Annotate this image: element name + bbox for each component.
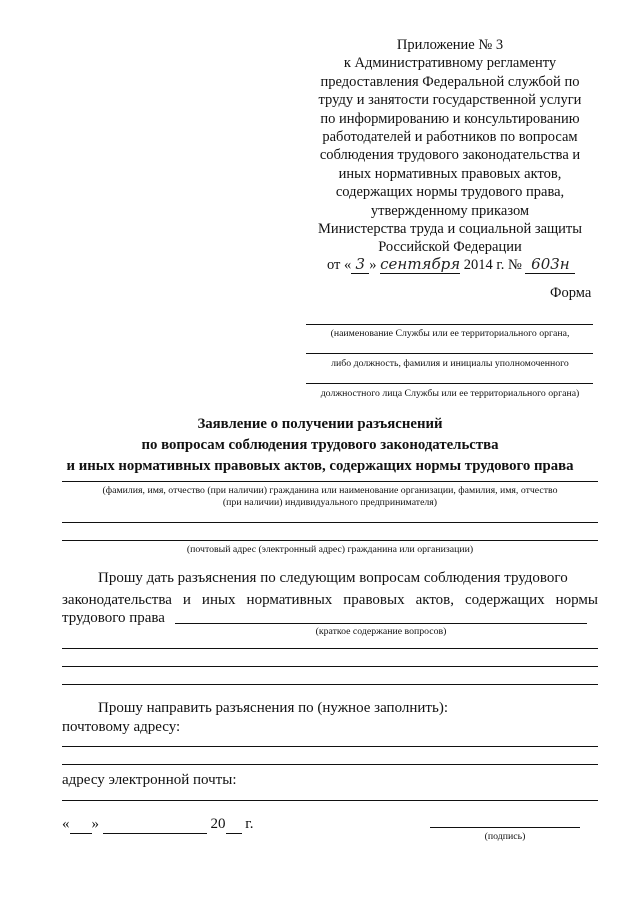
addressee-caption-2: либо должность, фамилия и инициалы уполномоченного xyxy=(331,358,569,369)
appendix-line: Приложение № 3 xyxy=(396,37,504,53)
appendix-line: работодателей и работников по вопросам xyxy=(322,129,578,146)
year-suffix: г. xyxy=(245,816,254,832)
order-number: 603н xyxy=(525,255,575,274)
applicant-name-line xyxy=(62,481,598,482)
applicant-address-caption: (почтовый адрес (электронный адрес) гражданина или организации) xyxy=(186,544,474,555)
applicant-caption-1: (фамилия, имя, отчество (при наличии) гражданина или наименование организации, фамилия, имя, отчество xyxy=(102,485,558,496)
year-blank xyxy=(226,816,242,834)
month-blank xyxy=(103,816,207,834)
request-line-3: трудового права xyxy=(62,610,165,626)
addressee-line-1 xyxy=(306,324,593,325)
postal-label: почтовому адресу: xyxy=(62,719,181,735)
applicant-caption-2: (при наличии) индивидуального предпринимателя) xyxy=(222,497,438,508)
date-mid: » xyxy=(369,257,377,273)
date-month: сентября xyxy=(380,255,461,273)
request-subject-line xyxy=(175,623,587,624)
order-date-line xyxy=(327,255,575,274)
request-line-blank-1 xyxy=(62,648,598,649)
appendix-line: по информированию и консультированию xyxy=(320,110,580,127)
request-line-blank-3 xyxy=(62,684,598,685)
footer-date xyxy=(62,816,253,834)
appendix-line: соблюдения трудового законодательства и xyxy=(319,147,581,164)
request-line-1: Прошу дать разъяснения по следующим вопросам соблюдения трудового xyxy=(98,570,568,586)
applicant-address-line-2 xyxy=(62,540,598,541)
date-year: 2014 г. № xyxy=(463,257,522,273)
addressee-caption-3: должностного лица Службы или ее территориального органа) xyxy=(320,388,580,399)
request-line-2: законодательства и иных нормативных правовых актов, содержащих нормы xyxy=(62,592,598,608)
date-open-quote: « xyxy=(62,816,70,832)
appendix-header xyxy=(300,36,600,257)
title-line: Заявление о получении разъяснений xyxy=(197,416,443,432)
appendix-line: содержащих нормы трудового права, xyxy=(335,184,565,201)
date-close-quote: » xyxy=(91,816,99,832)
addressee-line-3 xyxy=(306,383,593,384)
email-label: адресу электронной почты: xyxy=(62,772,237,788)
appendix-line: Российской Федерации xyxy=(378,239,522,256)
title-line: по вопросам соблюдения трудового законодательства xyxy=(141,437,499,453)
request-caption: (краткое содержание вопросов) xyxy=(315,626,447,637)
appendix-line: к Административному регламенту xyxy=(343,55,557,72)
date-prefix: от « xyxy=(327,257,352,273)
postal-line-1 xyxy=(62,746,598,747)
addressee-line-2 xyxy=(306,353,593,354)
title-line: и иных нормативных правовых актов, содержащих нормы трудового права xyxy=(66,458,574,474)
postal-line-2 xyxy=(62,764,598,765)
applicant-address-line-1 xyxy=(62,522,598,523)
appendix-line: труду и занятости государственной услуги xyxy=(318,92,582,109)
year-text: 20 xyxy=(210,816,226,832)
delivery-heading: Прошу направить разъяснения по (нужное заполнить): xyxy=(98,700,448,716)
addressee-caption-1: (наименование Службы или ее территориального органа, xyxy=(330,328,570,339)
date-day: 3 xyxy=(351,255,369,274)
appendix-line: иных нормативных правовых актов, xyxy=(338,165,562,182)
appendix-line: Министерства труда и социальной защиты xyxy=(317,221,583,238)
signature-caption: (подпись) xyxy=(484,831,526,842)
signature-line xyxy=(430,827,580,828)
appendix-line: предоставления Федеральной службой по xyxy=(320,73,580,90)
document-title xyxy=(40,414,600,477)
email-line xyxy=(62,800,598,801)
request-line-blank-2 xyxy=(62,666,598,667)
appendix-line: утвержденному приказом xyxy=(370,202,530,219)
form-label: Форма xyxy=(550,285,592,301)
day-blank xyxy=(70,816,92,834)
